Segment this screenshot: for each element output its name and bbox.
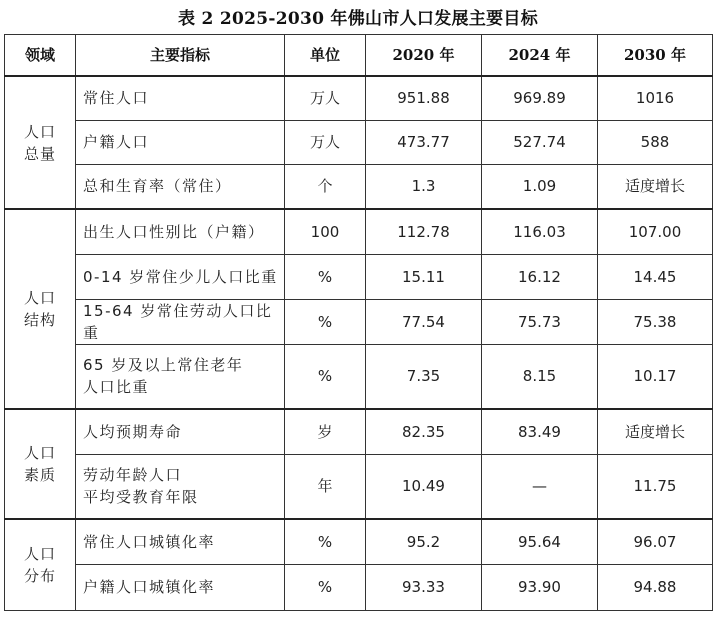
value-2030-cell: 1016 [598,76,713,120]
table-row [5,164,713,209]
table-row [5,344,713,409]
value-2020-cell: 473.77 [366,120,482,164]
value-2024-cell: — [482,454,598,519]
header-unit: 单位 [285,35,366,77]
indicator-cell: 劳动年龄人口 平均受教育年限 [76,454,285,519]
value-2020-cell: 1.3 [366,164,482,209]
indicator-cell: 人均预期寿命 [76,409,285,454]
value-2030-cell: 10.17 [598,344,713,409]
table-row [5,120,713,164]
group-label: 人口 结构 [5,209,76,409]
value-2030-cell: 11.75 [598,454,713,519]
value-2024-cell: 16.12 [482,254,598,299]
value-2024-cell: 1.09 [482,164,598,209]
indicator-cell: 常住人口城镇化率 [76,519,285,564]
indicator-cell: 常住人口 [76,76,285,120]
value-2024-cell: 93.90 [482,564,598,610]
table-title: 表 2 2025-2030 年佛山市人口发展主要目标 [177,9,539,29]
table-row [5,254,713,299]
header-domain: 领域 [5,35,76,77]
unit-cell: 个 [285,164,366,209]
header-2024: 2024 年 [482,35,598,77]
table-row [5,76,713,120]
header-2020: 2020 年 [366,35,482,77]
value-2024-cell: 527.74 [482,120,598,164]
value-2030-cell: 75.38 [598,299,713,344]
group-label: 人口 总量 [5,76,76,209]
value-2020-cell: 112.78 [366,209,482,254]
group-label: 人口 素质 [5,409,76,519]
unit-cell: 岁 [285,409,366,454]
value-2030-cell: 适度增长 [598,409,713,454]
header-indicator: 主要指标 [76,35,285,77]
unit-cell: 万人 [285,76,366,120]
value-2020-cell: 95.2 [366,519,482,564]
value-2030-cell: 107.00 [598,209,713,254]
unit-cell: % [285,254,366,299]
value-2020-cell: 77.54 [366,299,482,344]
indicator-cell: 户籍人口城镇化率 [76,564,285,610]
value-2024-cell: 116.03 [482,209,598,254]
value-2030-cell: 14.45 [598,254,713,299]
value-2020-cell: 93.33 [366,564,482,610]
indicator-cell: 出生人口性别比（户籍） [76,209,285,254]
indicator-cell: 15-64 岁常住劳动人口比 重 [76,299,285,344]
population-targets-table [4,34,713,611]
indicator-cell: 总和生育率（常住） [76,164,285,209]
unit-cell: 万人 [285,120,366,164]
unit-cell: % [285,299,366,344]
table-row [5,209,713,254]
header-row [5,35,713,77]
header-2030: 2030 年 [598,35,713,77]
value-2024-cell: 83.49 [482,409,598,454]
unit-cell: % [285,519,366,564]
value-2020-cell: 15.11 [366,254,482,299]
unit-cell: % [285,344,366,409]
value-2020-cell: 82.35 [366,409,482,454]
value-2020-cell: 7.35 [366,344,482,409]
value-2024-cell: 8.15 [482,344,598,409]
table-body [5,76,713,610]
value-2020-cell: 10.49 [366,454,482,519]
value-2030-cell: 96.07 [598,519,713,564]
table-row [5,519,713,564]
indicator-cell: 65 岁及以上常住老年 人口比重 [76,344,285,409]
group-label: 人口 分布 [5,519,76,610]
value-2030-cell: 94.88 [598,564,713,610]
unit-cell: 年 [285,454,366,519]
value-2030-cell: 适度增长 [598,164,713,209]
unit-cell: 100 [285,209,366,254]
indicator-cell: 户籍人口 [76,120,285,164]
value-2024-cell: 969.89 [482,76,598,120]
unit-cell: % [285,564,366,610]
indicator-cell: 0-14 岁常住少儿人口比重 [76,254,285,299]
table-row [5,299,713,344]
table-row [5,409,713,454]
value-2020-cell: 951.88 [366,76,482,120]
value-2030-cell: 588 [598,120,713,164]
value-2024-cell: 95.64 [482,519,598,564]
table-row [5,454,713,519]
value-2024-cell: 75.73 [482,299,598,344]
table-row [5,564,713,610]
